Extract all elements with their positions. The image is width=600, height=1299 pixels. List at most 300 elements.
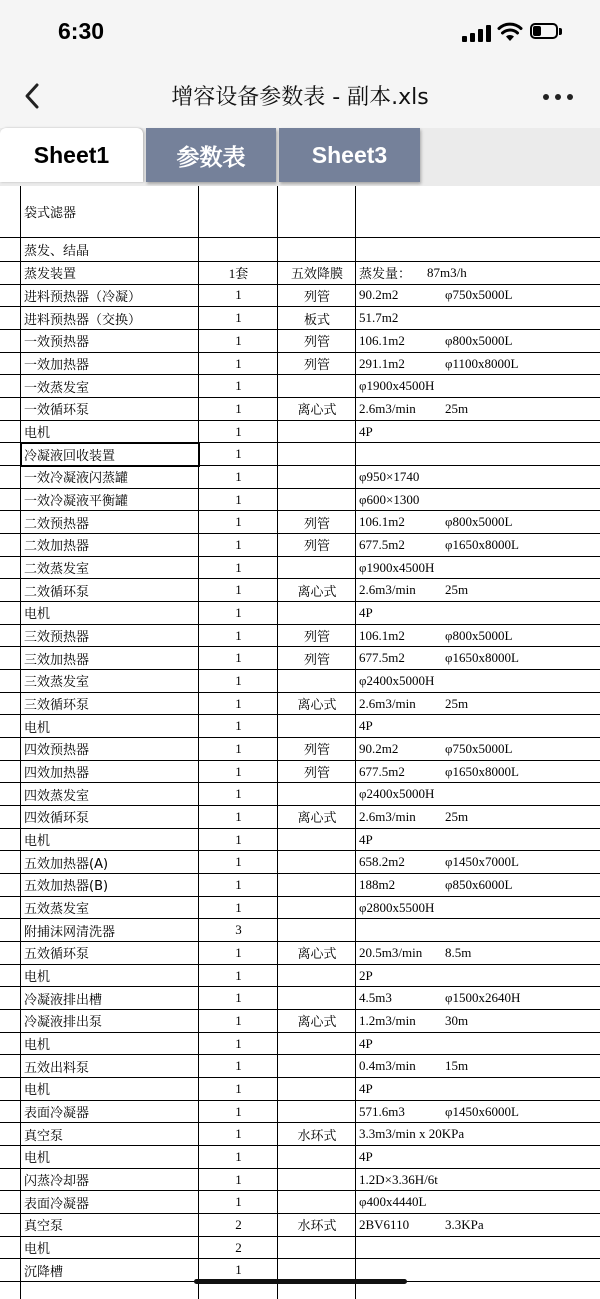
- cell-quantity[interactable]: 1: [235, 672, 242, 688]
- cell-type[interactable]: [279, 443, 355, 465]
- spec-secondary: φ1500x2640H: [445, 990, 521, 1006]
- cell-specification[interactable]: [359, 693, 599, 715]
- cell-specification[interactable]: [359, 421, 599, 443]
- cell-specification[interactable]: [359, 1214, 599, 1236]
- table-row: [0, 987, 600, 1010]
- spec-primary: 2BV6110: [359, 1216, 410, 1232]
- cell-type[interactable]: [279, 1259, 355, 1281]
- cell-type[interactable]: [279, 1078, 355, 1100]
- table-row: [0, 398, 600, 421]
- cell-quantity[interactable]: 1: [235, 536, 242, 552]
- cell-specification[interactable]: [359, 829, 599, 851]
- spec-primary: 蒸发量：: [359, 266, 412, 282]
- spec-secondary: 25m: [445, 400, 469, 416]
- cell-specification[interactable]: [359, 942, 599, 964]
- spec-primary: 2.6m3/min: [359, 808, 416, 824]
- cell-type[interactable]: [279, 987, 355, 1009]
- cell-quantity[interactable]: 1: [235, 468, 242, 484]
- cell-specification[interactable]: [359, 534, 599, 556]
- cell-quantity[interactable]: 1: [235, 1262, 242, 1278]
- cell-specification[interactable]: [359, 466, 599, 488]
- table-row: [0, 1101, 600, 1124]
- cell-specification[interactable]: [359, 330, 599, 352]
- spec-primary: 90.2m2: [359, 287, 399, 303]
- cell-quantity[interactable]: 1: [235, 1148, 242, 1164]
- cell-specification[interactable]: [359, 1259, 599, 1281]
- cell-equipment-name[interactable]: 一效蒸发室: [24, 380, 90, 396]
- spec-secondary: φ1100x8000L: [445, 355, 519, 371]
- cell-quantity[interactable]: [200, 238, 277, 261]
- cell-equipment-name[interactable]: 电机: [24, 834, 51, 850]
- table-row: [0, 647, 600, 670]
- spec-secondary: 25m: [445, 808, 469, 824]
- cell-type[interactable]: [279, 783, 355, 805]
- cell-quantity[interactable]: 1: [235, 831, 242, 847]
- spec-primary: φ600×1300: [359, 491, 420, 507]
- table-row: [0, 1237, 600, 1260]
- cell-specification[interactable]: [359, 670, 599, 692]
- table-row: [0, 489, 600, 512]
- cell-type[interactable]: [279, 1055, 355, 1077]
- table-row: [0, 1146, 600, 1169]
- cell-equipment-name[interactable]: 进料预热器（冷凝）: [24, 289, 142, 305]
- cell-quantity[interactable]: 1: [235, 514, 242, 530]
- cell-quantity[interactable]: 1: [235, 310, 242, 326]
- table-row: [0, 783, 600, 806]
- spec-secondary: φ800x5000L: [445, 627, 513, 643]
- spec-primary: 0.4m3/min: [359, 1058, 416, 1074]
- cell-type[interactable]: 列管: [303, 539, 330, 555]
- cell-specification[interactable]: [359, 783, 599, 805]
- table-row: [0, 534, 600, 557]
- spec-primary: 1.2D×3.36H/6t: [359, 1171, 438, 1187]
- cell-type[interactable]: [279, 965, 355, 987]
- spec-primary: φ1900x4500H: [359, 559, 435, 575]
- cell-equipment-name[interactable]: 电机: [24, 720, 51, 736]
- cell-equipment-name[interactable]: 四效预热器: [24, 743, 90, 759]
- table-row: [0, 285, 600, 308]
- cell-equipment-name[interactable]: 一效冷凝液闪蒸罐: [24, 471, 129, 487]
- home-indicator[interactable]: [194, 1279, 407, 1284]
- spec-secondary: φ1650x8000L: [445, 763, 519, 779]
- cell-equipment-name[interactable]: 蒸发装置: [24, 267, 77, 283]
- cell-equipment-name[interactable]: 电机: [24, 607, 51, 623]
- cell-equipment-name[interactable]: 冷凝液排出泵: [24, 1015, 103, 1031]
- cell-equipment-name[interactable]: 电机: [24, 1151, 51, 1167]
- cell-type[interactable]: [279, 897, 355, 919]
- status-bar: [0, 0, 600, 64]
- back-chevron-icon[interactable]: [20, 82, 44, 110]
- spec-primary: 677.5m2: [359, 650, 405, 666]
- status-time: 6:30: [58, 18, 105, 44]
- cell-equipment-name[interactable]: 电机: [24, 970, 51, 986]
- cell-specification[interactable]: [359, 262, 599, 284]
- cell-type[interactable]: 离心式: [297, 698, 337, 714]
- cell-quantity[interactable]: 1: [235, 559, 242, 575]
- navigation-bar: [0, 64, 600, 128]
- spec-primary: 20.5m3/min: [359, 944, 423, 960]
- spec-primary: 291.1m2: [359, 355, 405, 371]
- cell-specification[interactable]: [359, 375, 599, 397]
- cell-quantity[interactable]: 1: [235, 332, 242, 348]
- cell-equipment-name[interactable]: 冷凝液回收装置: [24, 448, 116, 464]
- cell-quantity[interactable]: 1: [235, 423, 242, 439]
- spec-primary: 106.1m2: [359, 514, 405, 530]
- table-row: [0, 1123, 600, 1146]
- cell-quantity[interactable]: 3: [235, 922, 242, 938]
- spec-secondary: 30m: [445, 1012, 469, 1028]
- spec-secondary: 3.3KPa: [445, 1216, 484, 1232]
- table-row: [0, 421, 600, 444]
- cell-specification[interactable]: [359, 285, 599, 307]
- cell-quantity[interactable]: 1: [235, 1126, 242, 1142]
- cell-type[interactable]: 离心式: [297, 403, 337, 419]
- cell-equipment-name[interactable]: 一效预热器: [24, 335, 90, 351]
- spec-secondary: 87m3/h: [427, 264, 467, 280]
- cell-type[interactable]: 水环式: [297, 1219, 337, 1235]
- cell-specification[interactable]: [359, 874, 599, 896]
- spec-primary: 4P: [359, 831, 373, 847]
- cell-specification[interactable]: [359, 715, 599, 737]
- spec-secondary: φ1450x6000L: [445, 1103, 519, 1119]
- cell-specification[interactable]: [359, 398, 599, 420]
- cell-quantity[interactable]: 1: [235, 967, 242, 983]
- cell-specification[interactable]: [359, 1078, 599, 1100]
- spec-secondary: φ850x6000L: [445, 876, 513, 892]
- spec-primary: 4P: [359, 718, 373, 734]
- cell-specification[interactable]: [359, 511, 599, 533]
- table-row: [0, 186, 600, 238]
- cell-specification[interactable]: [359, 1101, 599, 1123]
- cell-type[interactable]: 列管: [303, 335, 330, 351]
- table-row: [0, 829, 600, 852]
- cell-type[interactable]: [279, 375, 355, 397]
- cell-quantity[interactable]: 1: [235, 650, 242, 666]
- cell-quantity[interactable]: 1: [235, 627, 242, 643]
- table-row: [0, 942, 600, 965]
- spec-primary: 4P: [359, 1080, 373, 1096]
- cell-equipment-name[interactable]: 电机: [24, 1038, 51, 1054]
- cell-quantity[interactable]: 1: [235, 355, 242, 371]
- cell-quantity[interactable]: 1: [235, 1012, 242, 1028]
- spec-primary: 4P: [359, 1035, 373, 1051]
- cell-type[interactable]: [279, 851, 355, 873]
- cell-type[interactable]: [279, 874, 355, 896]
- spec-primary: 2.6m3/min: [359, 400, 416, 416]
- cell-quantity[interactable]: 1: [235, 899, 242, 915]
- cell-equipment-name[interactable]: 四效蒸发室: [24, 788, 90, 804]
- cell-type[interactable]: [279, 421, 355, 443]
- cell-quantity[interactable]: 1: [235, 876, 242, 892]
- table-row: [0, 353, 600, 376]
- cell-specification[interactable]: [359, 353, 599, 375]
- cell-specification[interactable]: [359, 965, 599, 987]
- table-row: [0, 1078, 600, 1101]
- spec-primary: 4P: [359, 1148, 373, 1164]
- spec-secondary: 25m: [445, 695, 469, 711]
- table-row: [0, 557, 600, 580]
- spec-primary: 2.6m3/min: [359, 695, 416, 711]
- cell-equipment-name[interactable]: 电机: [24, 1083, 51, 1099]
- spec-primary: 2.6m3/min: [359, 582, 416, 598]
- table-row: [0, 693, 600, 716]
- cell-specification[interactable]: [359, 647, 599, 669]
- cell-specification[interactable]: [359, 557, 599, 579]
- cell-quantity[interactable]: 1: [235, 604, 242, 620]
- table-row: [0, 625, 600, 648]
- cell-type[interactable]: [279, 670, 355, 692]
- spec-secondary: 25m: [445, 582, 469, 598]
- cell-specification[interactable]: [359, 1123, 599, 1145]
- cell-type[interactable]: 离心式: [297, 584, 337, 600]
- cell-specification[interactable]: [359, 489, 599, 511]
- spec-primary: φ1900x4500H: [359, 378, 435, 394]
- wifi-icon: [497, 22, 523, 42]
- cell-quantity[interactable]: [200, 186, 277, 237]
- cell-type[interactable]: [279, 1237, 355, 1259]
- spec-secondary: φ750x5000L: [445, 740, 513, 756]
- cell-quantity[interactable]: 1: [235, 1194, 242, 1210]
- cell-equipment-name[interactable]: 沉降槽: [24, 1264, 64, 1280]
- cell-type[interactable]: [279, 1033, 355, 1055]
- cell-quantity[interactable]: 1套: [228, 266, 249, 282]
- spec-primary: 1.2m3/min: [359, 1012, 416, 1028]
- cell-specification[interactable]: [359, 897, 599, 919]
- cell-equipment-name[interactable]: 一效循环泵: [24, 403, 90, 419]
- cell-type[interactable]: [279, 919, 355, 941]
- table-row: [0, 1169, 600, 1192]
- document-title: 增容设备参数表 - 副本.xls: [171, 85, 429, 110]
- cell-equipment-name[interactable]: 四效循环泵: [24, 811, 90, 827]
- cell-type[interactable]: 板式: [303, 312, 330, 328]
- spreadsheet-grid[interactable]: [0, 186, 600, 1299]
- spec-secondary: φ1650x8000L: [445, 650, 519, 666]
- cell-quantity[interactable]: 1: [235, 944, 242, 960]
- cell-equipment-name[interactable]: 二效蒸发室: [24, 562, 90, 578]
- spec-secondary: φ1650x8000L: [445, 536, 519, 552]
- cell-type[interactable]: 五效降膜: [290, 267, 343, 283]
- spec-primary: 4.5m3: [359, 990, 392, 1006]
- cell-quantity[interactable]: 2: [235, 1216, 242, 1232]
- tab-sheet3[interactable]: Sheet3: [279, 128, 420, 182]
- cell-equipment-name[interactable]: 进料预热器（交换）: [24, 312, 142, 328]
- table-row: [0, 897, 600, 920]
- cell-quantity[interactable]: 1: [235, 287, 242, 303]
- table-row: [0, 307, 600, 330]
- cell-equipment-name[interactable]: 冷凝液排出槽: [24, 992, 103, 1008]
- cell-type[interactable]: 列管: [303, 743, 330, 759]
- cell-equipment-name[interactable]: 三效蒸发室: [24, 675, 90, 691]
- cell-quantity[interactable]: 1: [235, 786, 242, 802]
- cell-quantity[interactable]: 1: [235, 718, 242, 734]
- cell-equipment-name[interactable]: 真空泵: [24, 1128, 64, 1144]
- cell-type[interactable]: [279, 1101, 355, 1123]
- cell-type[interactable]: [279, 466, 355, 488]
- cell-equipment-name[interactable]: 二效循环泵: [24, 584, 90, 600]
- cell-equipment-name[interactable]: 三效预热器: [24, 630, 90, 646]
- cell-equipment-name[interactable]: 袋式滤器: [24, 206, 77, 221]
- table-row: [0, 602, 600, 625]
- cell-equipment-name[interactable]: 四效加热器: [24, 766, 90, 782]
- table-row: [0, 1033, 600, 1056]
- spec-primary: 677.5m2: [359, 536, 405, 552]
- cell-type[interactable]: 列管: [303, 652, 330, 668]
- spec-primary: 3.3m3/min x 20KPa: [359, 1126, 465, 1142]
- spec-primary: 571.6m3: [359, 1103, 405, 1119]
- cell-quantity[interactable]: 1: [235, 446, 242, 462]
- cell-specification[interactable]: [359, 851, 599, 873]
- spec-secondary: φ800x5000L: [445, 514, 513, 530]
- spec-secondary: φ750x5000L: [445, 287, 513, 303]
- cell-equipment-name[interactable]: 闪蒸冷却器: [24, 1174, 90, 1190]
- cell-specification[interactable]: [359, 625, 599, 647]
- cell-specification[interactable]: [359, 602, 599, 624]
- cell-type[interactable]: [279, 557, 355, 579]
- cell-quantity[interactable]: 1: [235, 378, 242, 394]
- cell-specification[interactable]: [359, 1191, 599, 1213]
- cell-equipment-name[interactable]: 二效预热器: [24, 516, 90, 532]
- cell-specification[interactable]: [359, 919, 599, 941]
- cell-quantity[interactable]: 1: [235, 990, 242, 1006]
- cell-type[interactable]: [279, 602, 355, 624]
- cell-specification[interactable]: [359, 443, 599, 465]
- spec-primary: 51.7m2: [359, 310, 399, 326]
- cell-type[interactable]: [279, 829, 355, 851]
- cell-equipment-name[interactable]: 五效加热器(B): [24, 879, 109, 895]
- cell-quantity[interactable]: 1: [235, 1058, 242, 1074]
- table-row: [0, 806, 600, 829]
- cell-equipment-name[interactable]: 一效冷凝液平衡罐: [24, 494, 129, 510]
- cell-equipment-name[interactable]: 蒸发、结晶: [24, 244, 90, 259]
- spec-primary: φ400x4440L: [359, 1194, 427, 1210]
- cell-equipment-name[interactable]: 五效加热器(A): [24, 856, 109, 872]
- table-row: [0, 1191, 600, 1214]
- spec-secondary: 15m: [445, 1058, 469, 1074]
- cell-specification[interactable]: [359, 1055, 599, 1077]
- table-row: [0, 579, 600, 602]
- cell-equipment-name[interactable]: 二效加热器: [24, 539, 90, 555]
- cell-quantity[interactable]: 1: [235, 695, 242, 711]
- table-row: [0, 262, 600, 285]
- spec-secondary: φ1450x7000L: [445, 854, 519, 870]
- cell-type[interactable]: [279, 186, 355, 237]
- cell-quantity[interactable]: 1: [235, 1080, 242, 1096]
- cell-type[interactable]: 离心式: [297, 811, 337, 827]
- cell-specification[interactable]: [359, 738, 599, 760]
- cell-equipment-name[interactable]: 真空泵: [24, 1219, 64, 1235]
- table-row: [0, 1214, 600, 1237]
- cell-specification[interactable]: [359, 186, 599, 237]
- spec-primary: 4P: [359, 423, 373, 439]
- table-row: [0, 851, 600, 874]
- table-row: [0, 738, 600, 761]
- cell-equipment-name[interactable]: 五效出料泵: [24, 1060, 90, 1076]
- cell-type[interactable]: [279, 1169, 355, 1191]
- cell-type[interactable]: [279, 489, 355, 511]
- cell-specification[interactable]: [359, 1146, 599, 1168]
- cell-type[interactable]: [279, 1146, 355, 1168]
- spec-primary: 90.2m2: [359, 740, 399, 756]
- cell-type[interactable]: 水环式: [297, 1128, 337, 1144]
- table-row: [0, 919, 600, 942]
- spec-primary: 188m2: [359, 876, 396, 892]
- cell-type[interactable]: 列管: [303, 516, 330, 532]
- cell-specification[interactable]: [359, 761, 599, 783]
- cell-specification[interactable]: [359, 238, 599, 261]
- cell-type[interactable]: [279, 1191, 355, 1213]
- table-row: [0, 965, 600, 988]
- spec-primary: φ2400x5000H: [359, 672, 435, 688]
- cellular-signal-icon: [462, 24, 492, 42]
- table-row: [0, 466, 600, 489]
- spec-primary: 106.1m2: [359, 332, 405, 348]
- spec-primary: φ950×1740: [359, 468, 420, 484]
- cell-specification[interactable]: [359, 1010, 599, 1032]
- cell-equipment-name[interactable]: 电机: [24, 426, 51, 442]
- table-row: [0, 1055, 600, 1078]
- table-row: [0, 761, 600, 784]
- cell-equipment-name[interactable]: 一效加热器: [24, 358, 90, 373]
- cell-quantity[interactable]: 1: [235, 808, 242, 824]
- more-options-icon[interactable]: [543, 94, 575, 102]
- cell-specification[interactable]: [359, 1169, 599, 1191]
- cell-quantity[interactable]: 1: [235, 1103, 242, 1119]
- battery-icon: [530, 23, 564, 41]
- table-row: [0, 874, 600, 897]
- cell-equipment-name[interactable]: 三效加热器: [24, 652, 90, 668]
- table-row: [0, 670, 600, 693]
- spec-primary: 4P: [359, 604, 373, 620]
- cell-equipment-name[interactable]: 附捕沫网清洗器: [24, 924, 116, 940]
- cell-type[interactable]: 离心式: [297, 947, 337, 963]
- cell-type[interactable]: [279, 715, 355, 737]
- cell-specification[interactable]: [359, 806, 599, 828]
- cell-quantity[interactable]: 1: [235, 740, 242, 756]
- cell-equipment-name[interactable]: 表面冷凝器: [24, 1196, 90, 1212]
- cell-specification[interactable]: [359, 987, 599, 1009]
- selected-cell-outline: [20, 442, 200, 467]
- cell-specification[interactable]: [359, 579, 599, 601]
- tab-parameter-sheet[interactable]: 参数表: [146, 128, 276, 182]
- cell-type[interactable]: 列管: [303, 358, 330, 373]
- sheet-tab-bar: [0, 128, 600, 186]
- cell-equipment-name[interactable]: 表面冷凝器: [24, 1106, 90, 1122]
- cell-type[interactable]: 列管: [303, 630, 330, 646]
- table-row: [0, 1010, 600, 1033]
- cell-equipment-name[interactable]: 五效蒸发室: [24, 902, 90, 918]
- cell-specification[interactable]: [359, 307, 599, 329]
- cell-quantity[interactable]: 1: [235, 400, 242, 416]
- cell-quantity[interactable]: 1: [235, 763, 242, 779]
- cell-quantity[interactable]: 1: [235, 582, 242, 598]
- spec-primary: φ2400x5000H: [359, 786, 435, 802]
- cell-equipment-name[interactable]: 三效循环泵: [24, 698, 90, 714]
- cell-type[interactable]: 列管: [303, 289, 330, 305]
- cell-specification[interactable]: [359, 1237, 599, 1259]
- cell-quantity[interactable]: 1: [235, 1171, 242, 1187]
- cell-equipment-name[interactable]: 电机: [24, 1242, 51, 1258]
- cell-type[interactable]: 离心式: [297, 1015, 337, 1031]
- cell-quantity[interactable]: 2: [235, 1239, 242, 1255]
- tab-sheet1[interactable]: Sheet1: [0, 128, 143, 182]
- cell-type[interactable]: [279, 238, 355, 261]
- cell-specification[interactable]: [359, 1033, 599, 1055]
- cell-quantity[interactable]: 1: [235, 1035, 242, 1051]
- cell-quantity[interactable]: 1: [235, 491, 242, 507]
- cell-type[interactable]: 列管: [303, 766, 330, 782]
- cell-quantity[interactable]: 1: [235, 854, 242, 870]
- cell-equipment-name[interactable]: 五效循环泵: [24, 947, 90, 963]
